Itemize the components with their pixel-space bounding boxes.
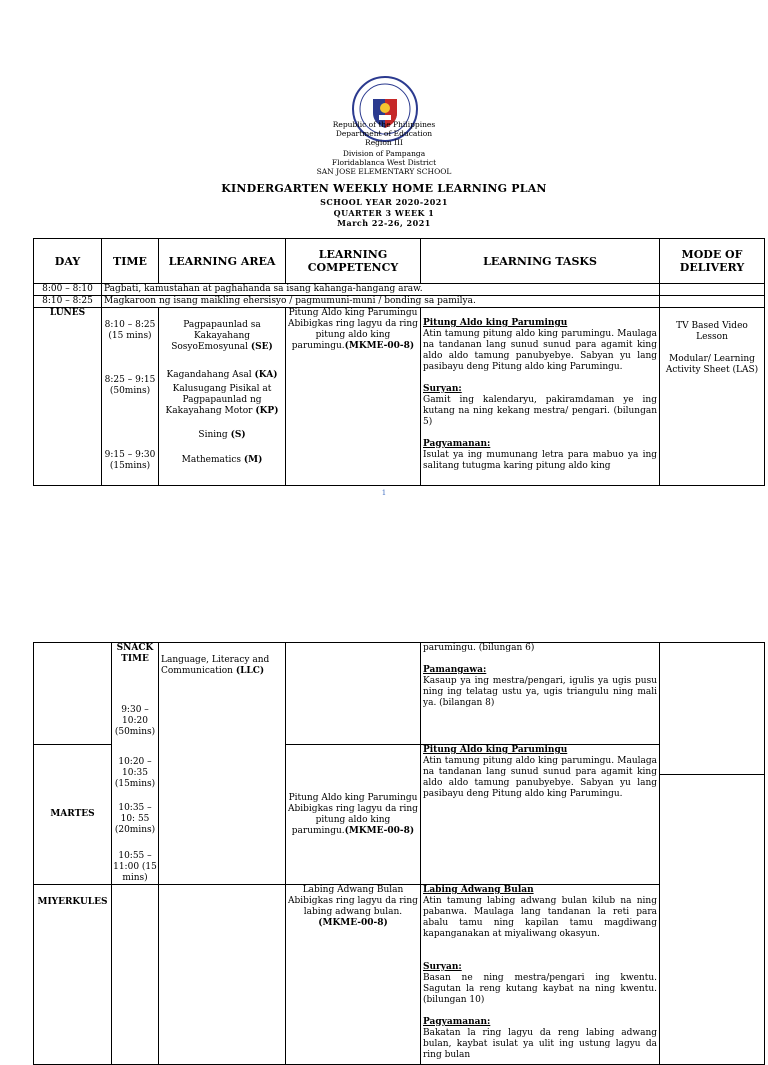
school-year: SCHOOL YEAR 2020-2021 xyxy=(320,197,448,207)
area-m: Mathematics xyxy=(181,455,241,465)
task-title-3: Pagyamanan: xyxy=(423,439,491,449)
header-learning-area: LEARNING AREA xyxy=(159,239,286,284)
page-number: 1 xyxy=(381,489,387,497)
time-slot-5: 10:20 – 10:35 (15mins) xyxy=(114,757,156,789)
lunes-learning-areas xyxy=(159,308,286,486)
page2-times xyxy=(112,643,159,885)
day-miyerkules: MIYERKULES xyxy=(34,885,112,1065)
header-day: DAY xyxy=(34,239,102,284)
area-ka-code: (KA) xyxy=(254,370,278,380)
page2-mode-blank xyxy=(660,643,765,775)
area-s: Sining xyxy=(198,430,228,440)
header-line-2: Department of Education xyxy=(335,129,433,138)
row2-activity: Magkaroon ng isang maikling ehersisyo / pagmumuni-muni / bonding sa pamilya. xyxy=(102,296,660,308)
snack-time: SNACK TIME xyxy=(116,643,154,664)
header-line-5: Floridablanca West District xyxy=(331,158,437,167)
area-kp-code: (KP) xyxy=(255,406,279,416)
competency-code: (MKME-00-8) xyxy=(344,341,415,351)
header-time: TIME xyxy=(102,239,159,284)
lunes-tasks xyxy=(421,308,660,486)
row1-mode xyxy=(660,284,765,296)
header-line-1: Republic of the Philippines xyxy=(332,120,436,129)
header-line-4: Division of Pampanga xyxy=(342,149,426,158)
time-slot-4: 9:30 – 10:20 (50mins) xyxy=(114,705,156,737)
task-title-2: Suryan: xyxy=(423,384,462,394)
martes-tasks xyxy=(421,745,660,885)
lunes-times xyxy=(102,308,159,486)
cont-task-body-2: Kasaup ya ing mestra/pengari, igulis ya ugis pusu ning ing telatag ustu ya, ugis triangulu ning mali ya. (bilangan 8) xyxy=(423,676,657,708)
page2-continued-tasks xyxy=(421,643,660,745)
header-mode-of-delivery: MODE OF DELIVERY xyxy=(660,239,765,284)
area-ka: Kagandahang Asal xyxy=(166,370,252,380)
miyerkules-task-title-3: Pagyamanan: xyxy=(423,1017,491,1027)
martes-competency-code: (MKME-00-8) xyxy=(344,825,415,836)
day-lunes: LUNES xyxy=(34,308,102,486)
row1-time: 8:00 – 8:10 xyxy=(34,284,102,296)
mode-modular-las: Modular/ Learning Activity Sheet (LAS) xyxy=(665,354,759,375)
area-s-code: (S) xyxy=(230,430,246,440)
date-range: March 22-26, 2021 xyxy=(337,218,431,228)
time-slot-6: 10:35 – 10: 55 (20mins) xyxy=(114,803,156,835)
page2-competency-blank xyxy=(286,643,421,745)
area-se-code: (SE) xyxy=(250,342,273,352)
time-slot-7: 10:55 – 11:00 (15 mins) xyxy=(113,851,157,883)
martes-competency xyxy=(286,745,421,885)
page2-day-blank xyxy=(34,643,112,745)
time-slot-1: 8:10 – 8:25 (15 mins) xyxy=(104,320,156,341)
row2-mode xyxy=(660,296,765,308)
row1-activity: Pagbati, kamustahan at paghahanda sa isang kahanga-hangang araw. xyxy=(102,284,660,296)
learning-plan-table-page2 xyxy=(33,642,765,1065)
page2-mode-blank-2 xyxy=(660,775,765,1065)
page2-time-blank xyxy=(112,885,159,1065)
martes-task-title: Pitung Aldo king Parumingu xyxy=(423,745,568,755)
cont-task-body-1: parumingu. (bilungan 6) xyxy=(423,643,535,653)
page2-area-blank xyxy=(159,885,286,1065)
school-name: SAN JOSE ELEMENTARY SCHOOL xyxy=(316,167,452,176)
miyerkules-task-body-2: Basan ne ning mestra/pengari ing kwentu. Sagutan la reng kutang kaybat na ning kwentu. (bilungan 10) xyxy=(423,973,657,1005)
miyerkules-task-title-2: Suryan: xyxy=(423,962,462,972)
area-m-code: (M) xyxy=(243,455,263,465)
lunes-competency xyxy=(286,308,421,486)
row2-time: 8:10 – 8:25 xyxy=(34,296,102,308)
area-kp: Kalusugang Pisikal at Pagpapaunlad ng Kakayahang Motor xyxy=(165,384,272,416)
header-line-3: Region III xyxy=(365,138,403,147)
miyerkules-task-body-1: Atin tamung labing adwang bulan kilub na ning pabanwa. Maulaga lang tandanan la reti para abalu tamu ning kapilan tamu magdiwang kapanganakan at miyaliwang okasyun. xyxy=(423,896,657,939)
area-se: Pagpapaunlad sa Kakayahang SosyoEmosyunal xyxy=(171,320,261,352)
quarter-week: QUARTER 3 WEEK 1 xyxy=(333,208,435,218)
miyerkules-competency xyxy=(286,885,421,1065)
martes-task-body: Atin tamung pitung aldo king parumingu. Maulaga na tandanan lang sunud sunud para agamit king aldo aldo tamung panubyebye. Sabyan yu lang pasibayu deng Pitung aldo king Parumingu. xyxy=(423,756,657,799)
miyerkules-tasks xyxy=(421,885,660,1065)
time-slot-2: 8:25 – 9:15 (50mins) xyxy=(104,375,156,396)
day-martes: MARTES xyxy=(34,745,112,885)
miyerkules-task-body-3: Bakatan la ring lagyu da reng labing adwang bulan, kaybat isulat ya ulit ing ustung lagyu da ring bulan xyxy=(423,1028,657,1060)
task-body-1: Atin tamung pitung aldo king parumingu. Maulaga na tandanan lang sunud sunud para agamit king aldo aldo tamung panubyebye. Sabyan yu lang pasibayu deng Pitung aldo king Parumingu. xyxy=(423,329,657,372)
miyerkules-task-title-1: Labing Adwang Bulan xyxy=(423,885,534,895)
lunes-mode xyxy=(660,308,765,486)
header-learning-competency: LEARNING COMPETENCY xyxy=(286,239,421,284)
competency-text: Pitung Aldo king Parumingu Abibigkas ring lagyu da ring pitung aldo king parumingu. xyxy=(288,308,418,351)
task-title-1: Pitung Aldo king Parumingu xyxy=(423,318,568,328)
area-llc-code: (LLC) xyxy=(235,666,265,676)
header-learning-tasks: LEARNING TASKS xyxy=(421,239,660,284)
time-slot-3: 9:15 – 9:30 (15mins) xyxy=(104,450,156,471)
miyerkules-competency-text: Labing Adwang Bulan Abibigkas ring lagyu da ring labing adwang bulan. xyxy=(288,885,418,917)
document-title: KINDERGARTEN WEEKLY HOME LEARNING PLAN xyxy=(221,182,547,195)
miyerkules-competency-code: (MKME-00-8) xyxy=(318,918,388,928)
cont-task-title-2: Pamangawa: xyxy=(423,665,487,675)
area-llc: Language, Literacy and Communication xyxy=(161,655,270,676)
martes-competency-text: Pitung Aldo king Parumingu Abibigkas ring lagyu da ring pitung aldo king parumingu. xyxy=(288,792,418,836)
page2-learning-area xyxy=(159,643,286,885)
task-body-3: Isulat ya ing mumunang letra para mabuo ya ing salitang tutugma karing pitung aldo king xyxy=(423,450,657,471)
mode-tv-video: TV Based Video Lesson xyxy=(676,321,748,342)
task-body-2: Gamit ing kalendaryu, pakiramdaman ye ing kutang na ning kekang mestra/ pengari. (bilungan 5) xyxy=(423,395,657,427)
learning-plan-table-page1 xyxy=(33,238,765,486)
